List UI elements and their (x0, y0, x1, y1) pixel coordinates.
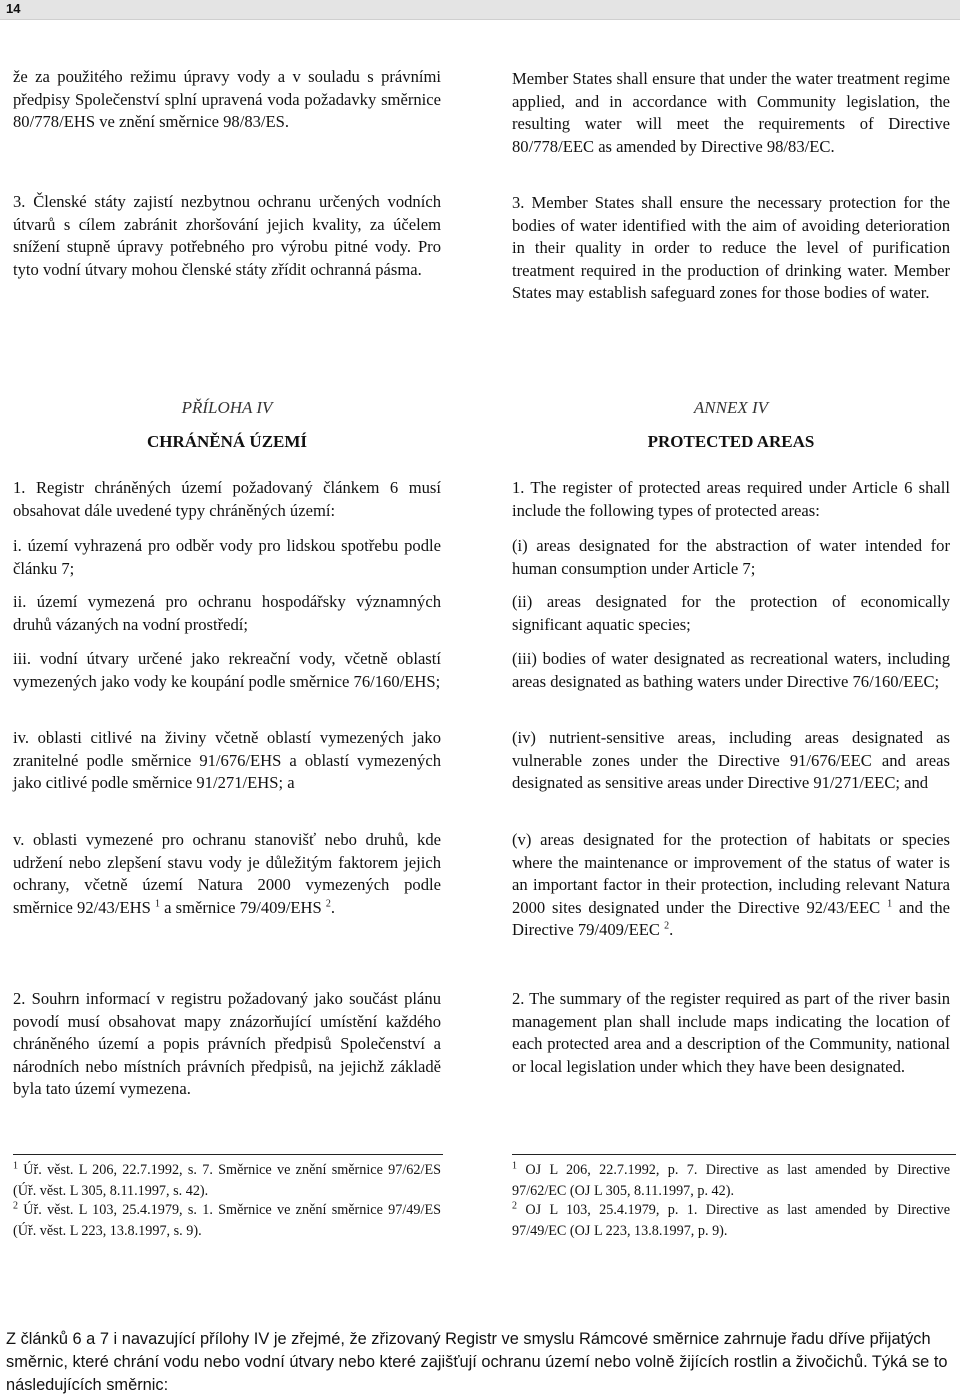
right-footnote-2-number: 2 (512, 1200, 517, 1212)
right-annex-title: PROTECTED AREAS (647, 432, 815, 451)
left-footnote-2-number: 2 (13, 1200, 18, 1212)
right-item-v-end: . (669, 920, 674, 940)
left-item-v-mid: a směrnice 79/409/EHS (159, 897, 322, 917)
right-footnote-1 (512, 1160, 950, 1201)
page-number: 14 (6, 1, 21, 16)
right-paragraph-3: 3. Member States shall ensure the necessary protection for the bodies of water identified with the aim of avoiding deterioration in their quality in order to reduce the level of purification treatment required in the production of drinking water. Member States may establish safeguard zones for those bodies of water. (512, 193, 950, 303)
left-item-v-end: . (330, 897, 336, 917)
right-item-1: 1. The register of protected areas required under Article 6 shall include the following types of protected areas: (512, 478, 950, 520)
left-item-1: 1. Registr chráněných území požadovaný článkem 6 musí obsahovat dále uvedené typy chráněných území: (13, 478, 441, 520)
left-footnote-ref-2: 2 (325, 898, 331, 910)
left-item-2: 2. Souhrn informací v registru požadovaný jako součást plánu povodí musí obsahovat mapy znázorňující umístění každého chráněného území a popis právních předpisů Společenství a národních nebo místních právních předpisů, na jejichž základě byla tato území vymezena. (13, 989, 441, 1099)
right-footnote-2 (512, 1200, 950, 1241)
left-footnote-ref-1: 1 (154, 898, 160, 910)
left-footnote-1 (13, 1160, 441, 1201)
left-item-iii: iii. vodní útvary určené jako rekreační vody, včetně oblastí vymezených jako vody ke koupání podle směrnice 76/160/EHS; (13, 649, 441, 691)
right-footnote-1-text: OJ L 206, 22.7.1992, p. 7. Directive as last amended by Directive 97/62/EC (OJ L 305, 8.11.1997, p. 42). (512, 1162, 950, 1199)
right-footnote-rule (512, 1154, 956, 1155)
right-item-v (512, 829, 950, 942)
left-item-v-text: v. oblasti vymezené pro ochranu stanovišť nebo druhů, kde udržení nebo zlepšení stavu vody je důležitým faktorem jejich ochrany, včetně území Natura 2000 vymezených podle směrnice 92/43/EHS (13, 830, 441, 917)
right-item-ii: (ii) areas designated for the protection of economically significant aquatic species; (512, 592, 950, 634)
left-annex-title: CHRÁNĚNÁ ÚZEMÍ (146, 432, 308, 451)
right-annex-label: ANNEX IV (693, 398, 769, 417)
right-footnote-ref-2: 2 (664, 920, 670, 932)
left-footnote-2-text: Úř. věst. L 103, 25.4.1979, s. 1. Směrnice ve znění směrnice 97/49/ES (Úř. věst. L 223, 13.8.1997, s. 9). (13, 1202, 441, 1239)
left-footnote-1-text: Úř. věst. L 206, 22.7.1992, s. 7. Směrnice ve znění směrnice 97/62/ES (Úř. věst. L 305, 8.11.1997, s. 42). (13, 1162, 441, 1199)
left-paragraph-3: 3. Členské státy zajistí nezbytnou ochranu určených vodních útvarů s cílem zabránit zhoršování jejich kvality, za účelem snížení stupně úpravy potřebného pro výrobu pitné vody. Pro tyto vodní útvary mohou členské státy zřídit ochranná pásma. (13, 192, 441, 279)
right-item-2: 2. The summary of the register required as part of the river basin management plan shall include maps indicating the location of each protected area and a description of the Community, national or local legislation under which they have been designated. (512, 989, 950, 1076)
left-item-ii: ii. území vymezená pro ochranu hospodářsky významných druhů vázaných na vodní prostředí; (13, 592, 441, 634)
right-item-v-text: (v) areas designated for the protection of habitats or species where the maintenance or improvement of the status of water is an important factor in their protection, including relevant Natura 2000 sites designated under the Directive 92/43/EEC (512, 830, 950, 917)
right-footnote-2-text: OJ L 103, 25.4.1979, p. 1. Directive as last amended by Directive 97/49/EC (OJ L 223, 13.8.1997, p. 9). (512, 1202, 950, 1239)
left-footnote-rule (13, 1154, 443, 1155)
right-intro-paragraph: Member States shall ensure that under the water treatment regime applied, and in accordance with Community legislation, the resulting water will meet the requirements of Directive 80/778/EEC as amended by Directive 98/83/EC. (512, 69, 950, 156)
left-intro-paragraph: že za použitého režimu úpravy vody a v souladu s právními předpisy Společenství splní upravená voda požadavky směrnice 80/778/EHS ve znění směrnice 98/83/ES. (13, 67, 441, 132)
right-item-iv: (iv) nutrient-sensitive areas, including areas designated as vulnerable zones under the Directive 91/676/EEC and areas designated as sensitive areas under Directive 91/271/EEC; and (512, 728, 950, 793)
right-item-iii: (iii) bodies of water designated as recreational waters, including areas designated as bathing waters under Directive 76/160/EEC; (512, 649, 950, 691)
bottom-commentary: Z článků 6 a 7 i navazující přílohy IV je zřejmé, že zřizovaný Registr ve smyslu Rámcové směrnice zahrnuje řadu dříve přijatých směrnic, které chrání vodu nebo vodní útvary nebo které zajišťují ochranu území nebo volně žijících rostlin a živočichů. Týká se to následujících směrnic: (6, 1330, 948, 1394)
left-annex-label: PŘÍLOHA IV (181, 398, 273, 417)
left-item-v (13, 829, 441, 919)
right-item-i: (i) areas designated for the abstraction of water intended for human consumption under Article 7; (512, 536, 950, 578)
left-item-i: i. území vyhrazená pro odběr vody pro lidskou spotřebu podle článku 7; (13, 536, 441, 578)
page-header-bar (0, 0, 960, 20)
left-footnote-2 (13, 1200, 441, 1241)
right-footnote-ref-1: 1 (887, 898, 893, 910)
right-item-v-mid: and the Directive 79/409/EEC (512, 897, 950, 940)
left-item-iv: iv. oblasti citlivé na živiny včetně oblastí vymezených jako zranitelné podle směrnice 91/676/EHS a oblastí vymezených jako citlivé podle směrnice 91/271/EHS; a (13, 728, 441, 793)
left-footnote-1-number: 1 (13, 1160, 18, 1172)
right-footnote-1-number: 1 (512, 1160, 517, 1172)
